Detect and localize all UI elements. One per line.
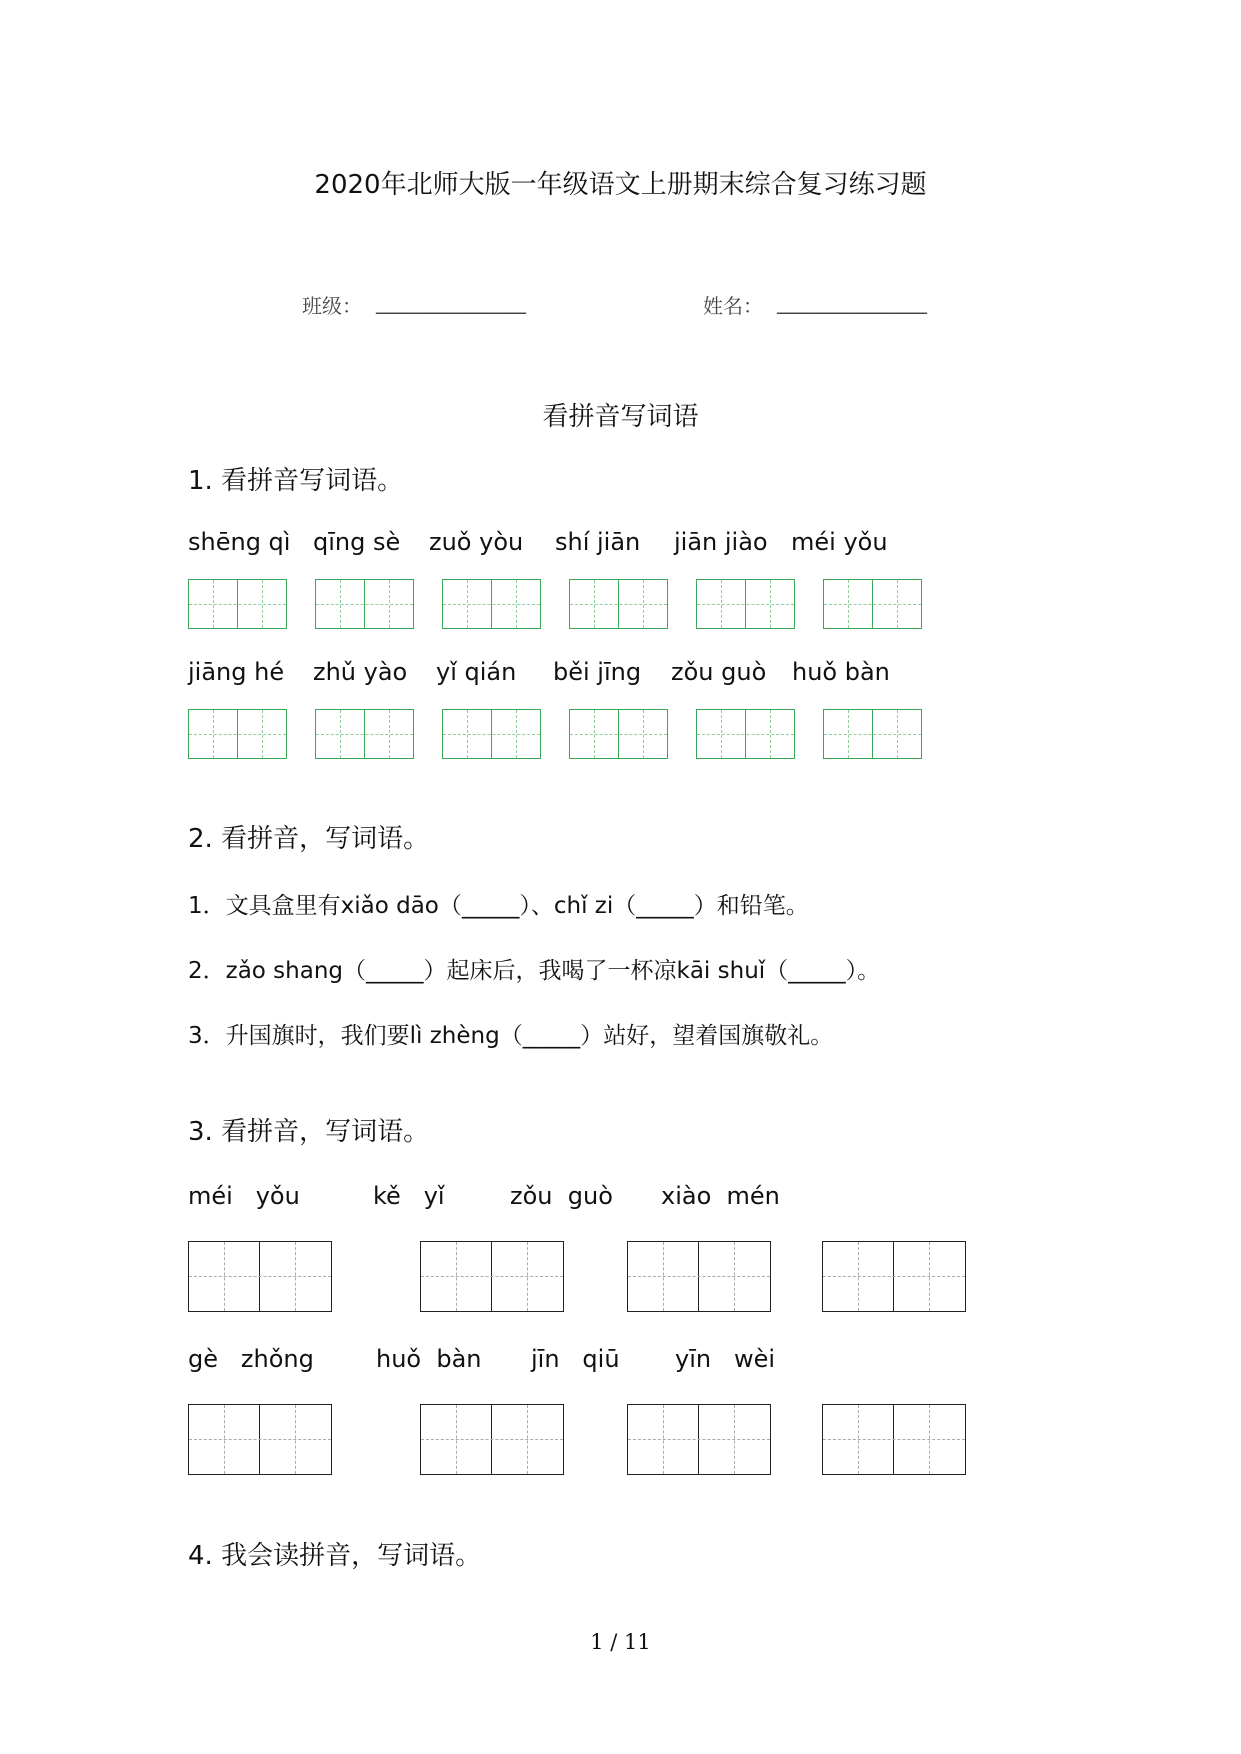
class-label: 班级： (302, 294, 362, 318)
writing-grid-box[interactable] (188, 709, 287, 759)
writing-grid-box[interactable] (822, 1241, 966, 1312)
page-number: 1 / 11 (590, 1630, 651, 1654)
writing-grid-box[interactable] (822, 1404, 966, 1475)
q2-heading: 2. 看拼音，写词语。 (188, 824, 430, 854)
page-title: 2020年北师大版一年级语文上册期末综合复习练习题 (314, 170, 927, 200)
q1-pinyin: jiān jiào (674, 528, 768, 556)
q3-heading: 3. 看拼音，写词语。 (188, 1117, 430, 1147)
q1-pinyin: běi jīng (553, 658, 642, 686)
q3-pinyin: xiào mén (661, 1182, 780, 1210)
q1-pinyin: zhǔ yào (313, 658, 408, 686)
q3-pinyin: kě yǐ (373, 1182, 445, 1210)
q1-pinyin: zǒu guò (671, 658, 767, 686)
q1-heading: 1. 看拼音写词语。 (188, 466, 404, 496)
q2-sentence: 3．升国旗时，我们要lì zhèng（_____）站好，望着国旗敬礼。 (188, 1023, 834, 1049)
q3-pinyin: gè zhǒng (188, 1345, 314, 1373)
q3-pinyin: huǒ bàn (376, 1345, 482, 1373)
writing-grid-box[interactable] (420, 1241, 564, 1312)
writing-grid-box[interactable] (696, 579, 795, 629)
name-blank: _______________ (777, 290, 927, 314)
writing-grid-box[interactable] (188, 1241, 332, 1312)
writing-grid-box[interactable] (420, 1404, 564, 1475)
writing-grid-box[interactable] (315, 709, 414, 759)
name-label: 姓名： (703, 294, 763, 318)
q3-pinyin: yīn wèi (675, 1345, 776, 1373)
q1-pinyin: shí jiān (555, 528, 641, 556)
q3-pinyin: méi yǒu (188, 1182, 300, 1210)
q1-pinyin: méi yǒu (791, 528, 888, 556)
writing-grid-box[interactable] (569, 709, 668, 759)
q1-pinyin: qīng sè (313, 528, 401, 556)
q1-pinyin: huǒ bàn (792, 658, 890, 686)
q2-sentence: 1．文具盒里有xiǎo dāo（_____）、chǐ zi（_____）和铅笔。 (188, 893, 809, 919)
writing-grid-box[interactable] (442, 709, 541, 759)
q1-pinyin: jiāng hé (188, 658, 285, 686)
writing-grid-box[interactable] (315, 579, 414, 629)
writing-grid-box[interactable] (823, 709, 922, 759)
q3-pinyin: jīn qiū (531, 1345, 620, 1373)
q4-heading: 4. 我会读拼音，写词语。 (188, 1541, 482, 1571)
writing-grid-box[interactable] (442, 579, 541, 629)
q1-pinyin: zuǒ yòu (429, 528, 524, 556)
writing-grid-box[interactable] (696, 709, 795, 759)
q1-pinyin: yǐ qián (436, 658, 517, 686)
writing-grid-box[interactable] (569, 579, 668, 629)
class-blank: _______________ (376, 290, 526, 314)
writing-grid-box[interactable] (627, 1404, 771, 1475)
writing-grid-box[interactable] (627, 1241, 771, 1312)
q3-pinyin: zǒu guò (510, 1182, 613, 1210)
writing-grid-box[interactable] (188, 1404, 332, 1475)
q2-sentence: 2．zǎo shang（_____）起床后，我喝了一杯凉kāi shuǐ（_____）。 (188, 958, 881, 984)
section-title: 看拼音写词语 (542, 402, 699, 432)
writing-grid-box[interactable] (823, 579, 922, 629)
q1-pinyin: shēng qì (188, 528, 291, 556)
writing-grid-box[interactable] (188, 579, 287, 629)
